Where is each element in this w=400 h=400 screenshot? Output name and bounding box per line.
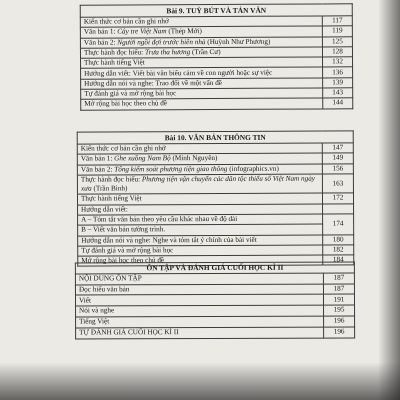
toc-page-number: 191 xyxy=(323,294,354,305)
toc-entry-text: Mở rộng bài học theo chủ đề xyxy=(81,256,165,265)
toc-entry-text: (Trần Bình) xyxy=(91,184,128,193)
section-title: Bài 10. VĂN BẢN THÔNG TIN xyxy=(77,131,353,144)
toc-page-number: 172 xyxy=(322,193,353,203)
toc-page-number xyxy=(323,204,354,214)
section-title: Bài 9. TUỲ BÚT VÀ TẢN VĂN xyxy=(80,4,352,17)
toc-entry-text: Thực hành tiếng Việt xyxy=(80,194,142,204)
toc-page-number: 195 xyxy=(324,305,355,316)
toc-entry-text: NỘI DUNG ÔN TẬP xyxy=(78,274,142,283)
toc-entry-title xyxy=(75,284,323,296)
toc-entry-text: Hướng dẫn viết: xyxy=(81,205,128,214)
toc-entry-text: (Thép Mới) xyxy=(166,27,202,36)
toc-page-number: 196 xyxy=(324,327,355,338)
toc-entry-text: Ghe xuồng Nam Bộ xyxy=(114,154,171,163)
toc-entry-title xyxy=(75,273,323,285)
toc-table-lesson-9 xyxy=(80,3,354,110)
toc-entry-text: Trưa tha hương xyxy=(144,48,191,57)
page-edge-shadow xyxy=(378,0,400,400)
toc-entry-text: B – Viết văn bản tường trình. xyxy=(81,225,166,234)
toc-page-number: 128 xyxy=(322,47,352,57)
toc-entry-text: Văn bản 1: xyxy=(80,154,115,163)
toc-entry-text: TỰ ĐÁNH GIÁ CUỐI HỌC KÌ II xyxy=(79,328,179,337)
toc-page-number: 156 xyxy=(322,163,353,173)
toc-table-lesson-10 xyxy=(77,130,355,267)
toc-entry-text: Tự đánh giá và mở rộng bài học xyxy=(84,89,177,98)
toc-entry-text: Văn bản 1: xyxy=(83,27,118,37)
toc-page-number: 196 xyxy=(324,316,355,327)
toc-entry-title xyxy=(76,305,324,317)
toc-page-number: 125 xyxy=(322,36,352,46)
toc-entry-text: (Huỳnh Như Phương) xyxy=(205,37,271,46)
toc-entry-text: (Trần Cư) xyxy=(190,47,221,57)
toc-entry-title xyxy=(75,295,323,307)
toc-page-number: 187 xyxy=(323,284,354,295)
toc-entry-text: Tổng kiểm soát phương tiện giao thông xyxy=(114,164,228,174)
toc-page-number: 143 xyxy=(323,88,353,98)
toc-entry-text: Kiến thức cơ bản cần ghi nhớ xyxy=(83,17,169,26)
toc-entry-title xyxy=(77,174,322,195)
toc-page-number: 132 xyxy=(323,57,353,67)
toc-entry-text: Tự đánh giá và mở rộng bài học xyxy=(81,246,174,255)
toc-entry-text: Kiến thức cơ bản cần ghi nhớ xyxy=(80,144,166,153)
toc-row xyxy=(76,327,355,339)
toc-entry-title xyxy=(76,327,324,339)
toc-entry-text: A – Tóm tắt văn bản theo yêu cầu khác nhau về độ dài xyxy=(81,214,238,224)
toc-page-number: 136 xyxy=(323,67,353,77)
toc-entry-text: Người ngồi đợi trước hiên nhà xyxy=(117,37,206,47)
toc-entry-text: Văn bản 2: xyxy=(80,165,115,174)
toc-page-number: 119 xyxy=(322,26,352,36)
toc-page-number: 180 xyxy=(323,234,354,244)
section-title: ÔN TẬP VÀ ĐÁNH GIÁ CUỐI HỌC KÌ II xyxy=(75,262,354,274)
toc-entry-text: Hướng dẫn viết: Viết bài văn biểu cảm về con người hoặc sự việc xyxy=(84,68,273,78)
toc-page-number: 139 xyxy=(323,78,353,88)
toc-entry-text: Cây tre Việt Nam xyxy=(117,27,167,36)
toc-entry-title xyxy=(81,98,323,110)
toc-entry-text: Thực hành đọc hiểu: xyxy=(83,48,145,57)
toc-entry-text: Thực hành đọc hiểu: xyxy=(80,175,142,184)
page-bottom-shadow xyxy=(0,362,400,400)
toc-entry-title xyxy=(76,316,324,328)
toc-entry-text: Đọc hiểu văn bản xyxy=(78,285,130,294)
toc-entry-text: Nói và nghe xyxy=(79,306,115,315)
toc-entry-text: Tiếng Việt xyxy=(79,317,110,326)
toc-page-number: 174 xyxy=(323,214,354,235)
toc-entry-text: Văn bản 2: xyxy=(83,38,118,47)
toc-entry-text: Hướng dẫn nói và nghe: Trao đổi về một vấn đề xyxy=(84,78,223,88)
toc-entry-text: (Minh Nguyên) xyxy=(170,154,218,163)
toc-entry-text: Mở rộng bài học theo chủ đề xyxy=(84,99,168,109)
toc-row xyxy=(81,98,353,110)
toc-page-number: 149 xyxy=(322,153,353,163)
toc-page-number: 184 xyxy=(323,255,354,265)
toc-page-number: 147 xyxy=(322,143,353,153)
toc-row xyxy=(77,174,353,195)
toc-entry-text: Viết xyxy=(78,296,91,305)
toc-page-number: 187 xyxy=(323,273,354,284)
toc-page-number: 117 xyxy=(322,16,352,26)
toc-page-number: 163 xyxy=(322,174,353,194)
toc-table-review xyxy=(75,262,355,340)
toc-entry-text: Phương tiện vận chuyển các dân tộc thiểu số Việt Nam ngày xưa xyxy=(80,174,316,193)
toc-entry-text: (infographics.vn) xyxy=(227,164,279,173)
toc-page-number: 182 xyxy=(323,245,354,255)
toc-page-number: 144 xyxy=(323,98,353,108)
toc-entry-text: Hướng dẫn nói và nghe: Nghe và tóm tắt ý chính của bài viết xyxy=(81,235,257,245)
toc-entry-text: Thực hành tiếng Việt xyxy=(84,58,145,67)
